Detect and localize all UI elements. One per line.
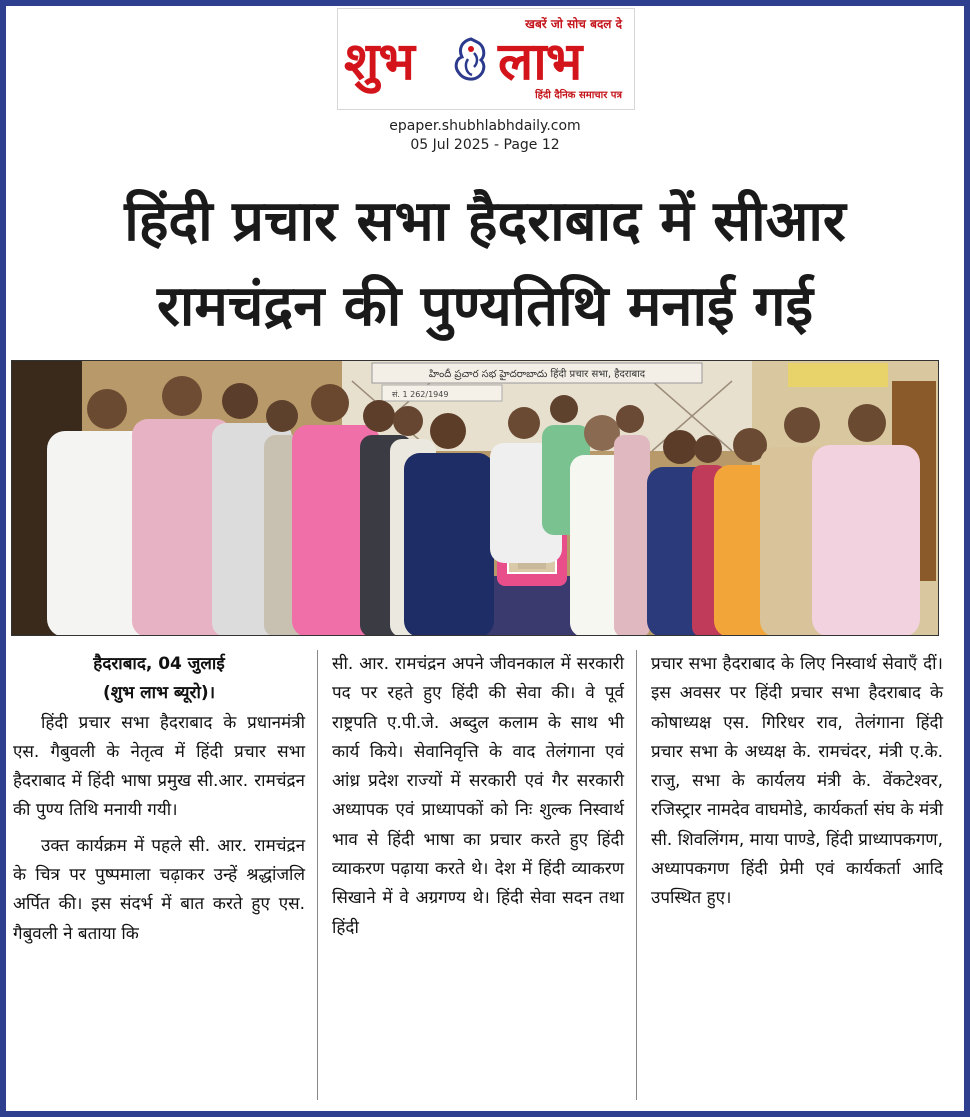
article-paragraph: उक्त कार्यक्रम में पहले सी. आर. रामचंद्रन के चित्र पर पुष्पमाला चढ़ाकर उन्हें श्रद्धांजलि अर्पित की। इस संदर्भ में बात करते हुए एस. गैबुवली ने बताया कि — [13, 835, 305, 944]
article-paragraph: सी. आर. रामचंद्रन अपने जीवनकाल में सरकारी पद पर रहते हुए हिंदी की सेवा की। वे पूर्व राष्ट्रपति ए.पी.जे. अब्दुल कलाम के साथ भी कार्य किये। सेवानिवृत्ति के वाद तेलंगाना एवं आंध्र प्रदेश राज्यों में सरकारी एवं गैर सरकारी अध्यापक एवं प्राध्यापकों को निः शुल्क निस्वार्थ भाव से हिंदी भाषा का प्रचार करते हुए हिंदी व्याकरण पढ़ाया करते थे। देश में हिंदी व्याकरण सिखाने में वे अग्रगण्य थे। हिंदी सेवा सदन तथा हिंदी — [332, 654, 624, 938]
headline-line-1: हिंदी प्रचार सभा हैदराबाद में सीआर — [124, 189, 846, 254]
byline-bureau: (शुभ लाभ ब्यूरो)। — [102, 683, 216, 704]
masthead-tagline: खबरें जो सोच बदल दे — [525, 17, 622, 31]
photo-board-text: सं. 1 262/1949 — [392, 390, 449, 399]
headline-line-2: रामचंद्रन की पुण्यतिथि मनाई गई — [157, 274, 813, 339]
column-divider — [636, 650, 637, 1100]
edition-date-page: 05 Jul 2025 - Page 12 — [410, 137, 560, 153]
event-photo — [11, 360, 939, 636]
ganesh-icon — [450, 35, 492, 89]
article-column-2 — [332, 650, 624, 943]
epaper-url: epaper.shubhlabhdaily.com — [389, 118, 581, 134]
article-column-3 — [651, 650, 943, 914]
article-paragraph: हिंदी प्रचार सभा हैदराबाद के प्रधानमंत्री एस. गैबुवली के नेतृत्व में हिंदी प्रचार सभा हैदराबाद में हिंदी भाषा प्रमुख सी.आर. रामचंद्रन की पुण्य तिथि मनायी गयी। — [13, 712, 305, 821]
group-photo-illustration — [12, 361, 939, 636]
column-divider — [317, 650, 318, 1100]
article-column-1 — [13, 650, 305, 949]
logo-word-labh: लाभ — [498, 32, 582, 92]
masthead-subtitle: हिंदी दैनिक समाचार पत्र — [535, 90, 622, 101]
logo-word-shubh: शुभ — [344, 32, 414, 92]
article-paragraph: प्रचार सभा हैदराबाद के लिए निस्वार्थ सेवाएँ दीं। इस अवसर पर हिंदी प्रचार सभा हैदराबाद के कोषाध्यक्ष एस. गिरिधर राव, तेलंगाना हिंदी प्रचार सभा के अध्यक्ष के. रामचंदर, मंत्री ए.के. राजु, सभा के कार्यलय मंत्री के. वेंकटेश्वर, रजिस्ट्रार नामदेव वाघमोडे, कार्यकर्ता संघ के मंत्री सी. शिवलिंगम, माया पाण्डे, हिंदी प्राध्यापकगण, अध्यापकगण हिंदी प्रेमी एवं कार्यकर्ता आदि उपस्थित हुए। — [651, 654, 943, 909]
masthead-logo — [337, 8, 635, 110]
photo-banner-text: హిందీ ప్రచార సభ హైదరాబాదు हिंदी प्रचार सभा, हैदराबाद — [428, 369, 646, 380]
byline-dateline: हैदराबाद, 04 जुलाई — [93, 654, 225, 674]
